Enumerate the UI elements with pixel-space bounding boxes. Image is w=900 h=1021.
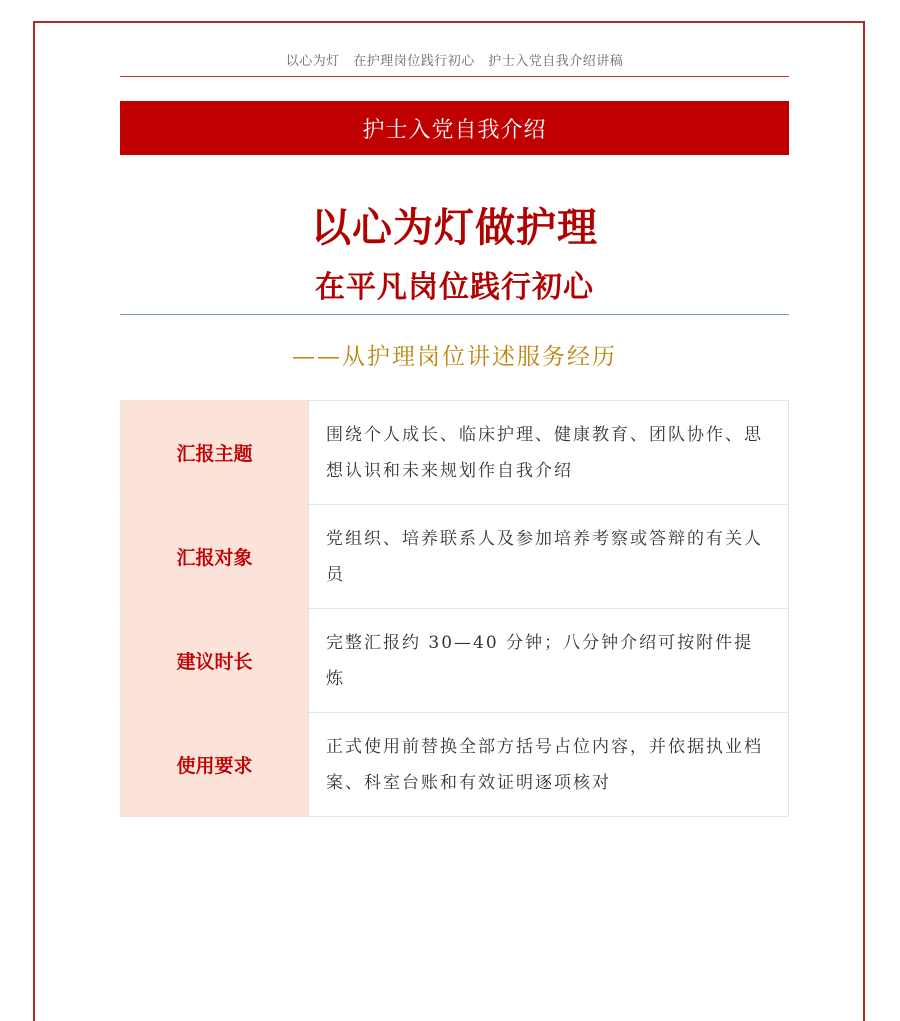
table-row [121,609,789,713]
title-divider [120,314,789,315]
header-divider [120,76,789,77]
document-tagline: ——从护理岗位讲述服务经历 [292,344,617,370]
info-table [120,400,789,817]
row-value: 党组织、培养联系人及参加培养考察或答辩的有关人员 [309,505,789,609]
row-value: 正式使用前替换全部方括号占位内容，并依据执业档案、科室台账和有效证明逐项核对 [309,713,789,817]
running-header: 以心为灯 在护理岗位践行初心 护士入党自我介绍讲稿 [285,54,624,69]
banner-text: 护士入党自我介绍 [362,117,547,143]
row-value: 完整汇报约 30—40 分钟；八分钟介绍可按附件提炼 [309,609,789,713]
table-row [121,713,789,817]
row-value: 围绕个人成长、临床护理、健康教育、团队协作、思想认识和未来规划作自我介绍 [309,401,789,505]
table-row [121,401,789,505]
row-label: 汇报主题 [121,401,309,505]
section-banner [120,101,789,155]
document-title: 以心为灯做护理 [311,205,598,251]
row-label: 使用要求 [121,713,309,817]
document-subtitle: 在平凡岗位践行初心 [315,270,594,305]
table-row [121,505,789,609]
row-label: 建议时长 [121,609,309,713]
row-label: 汇报对象 [121,505,309,609]
